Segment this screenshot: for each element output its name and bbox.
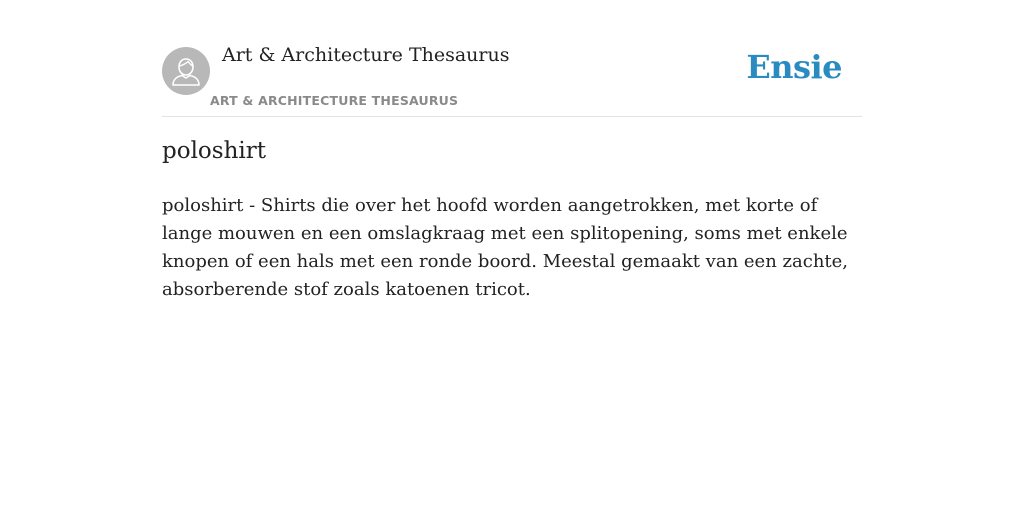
source-title-link[interactable]: Art & Architecture Thesaurus: [222, 44, 510, 66]
header: [162, 0, 862, 117]
brand-logo-link[interactable]: Ensie: [746, 48, 842, 86]
avatar[interactable]: [162, 47, 210, 95]
user-icon: [162, 47, 210, 95]
entry-definition: poloshirt - Shirts die over het hoofd worden aangetrokken, met korte of lange mouwen en een omslagkraag met een splitopening, soms met enkele knopen of een hals met een ronde boord. Meestal gemaakt van een zachte, absorberende stof zoals katoenen tricot.: [162, 195, 849, 300]
source-subtitle: ART & ARCHITECTURE THESAURUS: [210, 93, 459, 108]
entry-term-title: poloshirt: [162, 138, 266, 164]
